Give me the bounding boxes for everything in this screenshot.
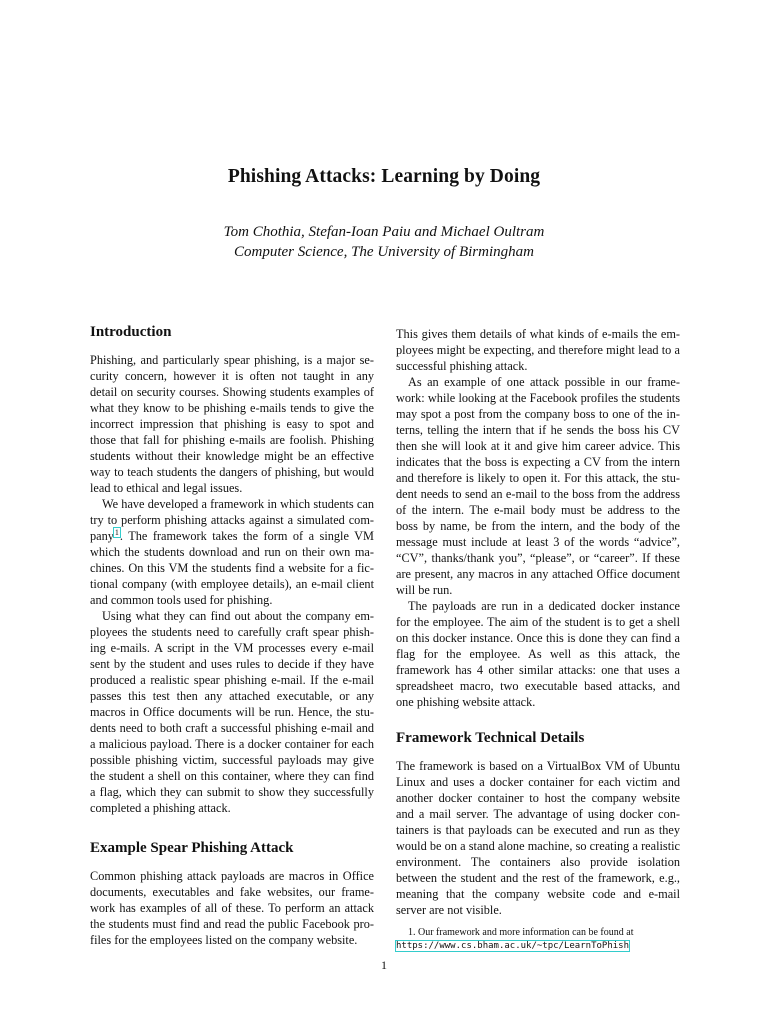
intro-paragraph-2-text-a: We have developed a framework in which students can try to perform phishing attacks against a simulated company xyxy=(90,497,374,543)
introduction-heading: Introduction xyxy=(90,324,172,340)
intro-paragraph-1: Phishing, and particularly spear phishing, is a major security concern, however it is often not taught in any detail on security courses. Showing students examples of what they know to be phishing e-mails tends to give the incorrect impression that phishing is easy to spot and those that fall for phishing e-mails are foolish. Phishing students without their knowledge might be an effective way to teach students the dangers of phishing, but would lead to ethical and legal issues. xyxy=(90,353,374,495)
intro-paragraph-3: Using what they can find out about the company employees the students need to carefully craft spear phishing e-mails. A script in the VM processes every e-mail sent by the student and uses rules to decide if they have produced a realistic spear phishing e-mail. If the e-mail passes this test then any attached executable, or any macros in Office documents will be run. Hence, the students need to both craft a successful phishing e-mail and a malicious payload. There is a docker container for each possible phishing victim, successful payloads may give the student a shell on this container, where they can find a flag, which they can submit to show they successfully completed a phishing attack. xyxy=(90,609,374,815)
author-affiliation: Computer Science, The University of Birmingham xyxy=(234,244,534,260)
paper-title: Phishing Attacks: Learning by Doing xyxy=(227,166,541,187)
footnote-url-link[interactable]: https://www.cs.bham.ac.uk/~tpc/LearnToPhish xyxy=(396,941,629,951)
example-paragraph-3: As an example of one attack possible in our framework: while looking at the Facebook profiles the students may spot a post from the company boss to one of the interns, telling the intern that if he sends the boss his CV then she will look at it and give him career advice. This indicates that the boss is expecting a CV from the intern and therefore is likely to open it. For this attack, the student needs to send an e-mail to the boss from the address of the intern. The e-mail body must be address to the boss by name, be from the intern, and the body of the message must include at least 3 of the words “advice”, “CV”, thanks/thank you”, “please”, or “career”. If these are present, any macros in any attached Office document will be run. xyxy=(396,375,680,597)
technical-details-heading: Framework Technical Details xyxy=(396,730,585,746)
page-number: 1 xyxy=(381,958,387,972)
footnote-text: 1. Our framework and more information can be found at xyxy=(408,927,634,938)
footnote-reference-link[interactable]: 1 xyxy=(114,527,119,537)
example-paragraph-1: Common phishing attack payloads are macros in Office documents, executables and fake websites, our framework has examples of all of these. To perform an attack the students must find and read the public Facebook profiles for the employees listed on the company website. xyxy=(90,869,374,947)
example-paragraph-4: The payloads are run in a dedicated docker instance for the employee. The aim of the student is to get a shell on this docker instance. Once this is done they can find a flag for the employee. As well as this attack, the framework has 4 other similar attacks: one that uses a spreadsheet macro, two executable based attacks, and one phishing website attack. xyxy=(396,599,680,709)
author-block xyxy=(0,222,768,262)
intro-paragraph-2 xyxy=(90,496,374,608)
intro-paragraph-2-text-b: . The framework takes the form of a single VM which the students download and run on their own machines. On this VM the students find a website for a fictional company (with employee details), an e-mail client and common tools used for phishing. xyxy=(90,529,374,607)
left-column xyxy=(90,322,374,948)
example-attack-heading: Example Spear Phishing Attack xyxy=(90,840,294,856)
example-paragraph-2: This gives them details of what kinds of e-mails the employees might be expecting, and therefore might lead to a successful phishing attack. xyxy=(396,327,680,373)
footnote xyxy=(396,926,680,953)
technical-paragraph-1: The framework is based on a VirtualBox VM of Ubuntu Linux and uses a docker container for each victim and another docker container to host the company website and a mail server. The advantage of using docker containers is that payloads can be executed and run as they would be on a stand alone machine, so creating a realistic environment. The containers also provide isolation between the student and the rest of the framework, e.g., meaning that the company website code and e-mail server are not visible. xyxy=(396,759,680,917)
author-names: Tom Chothia, Stefan-Ioan Paiu and Michael Oultram xyxy=(223,224,545,240)
right-column xyxy=(396,326,680,953)
